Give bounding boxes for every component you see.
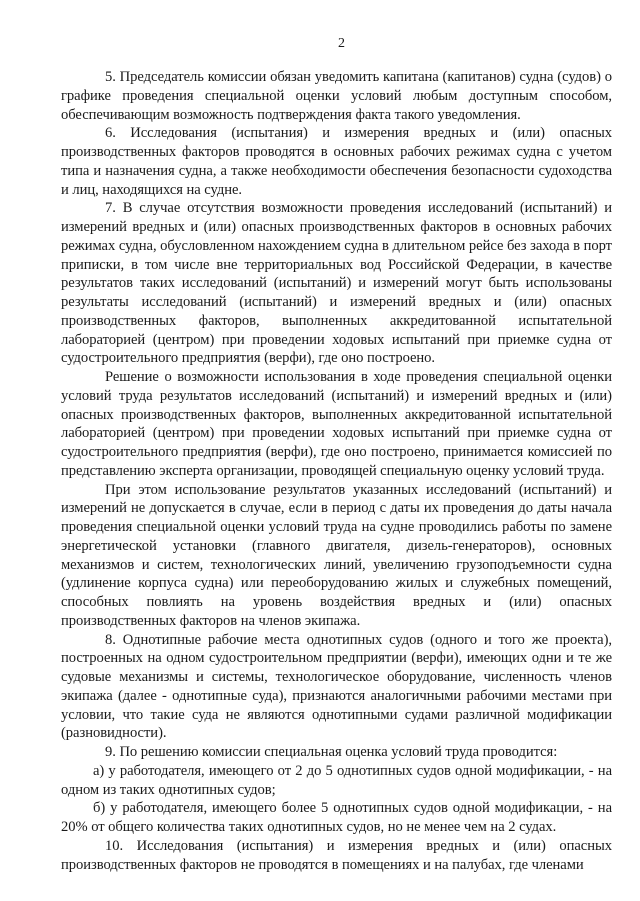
- paragraph-10-exclusions: 10. Исследования (испытания) и измерения вредных и (или) опасных производственных факторов не проводятся в помещениях и на палубах, где членами: [61, 837, 612, 873]
- page-number: 2: [338, 36, 345, 51]
- paragraph-restriction-on-use: При этом использование результатов указанных исследований (испытаний) и измерений не допускается в случае, если в период с даты их проведения до даты начала проведения специальной оценки условий труда на судне проводились работы по замене энергетической установки (главного двигателя, дизель-генераторов), основных механизмов и систем, технологических линий, увеличению грузоподъемности судна (удлинение корпуса судна) или переоборудованию жилых и служебных помещений, способных повлиять на уровень воздействия вредных и (или) опасных производственных факторов на членов экипажа.: [61, 481, 612, 629]
- paragraph-9a: а) у работодателя, имеющего от 2 до 5 однотипных судов одной модификации, - на одном из таких однотипных судов;: [61, 762, 612, 798]
- paragraph-9-commission-decision: 9. По решению комиссии специальная оценка условий труда проводится:: [105, 744, 558, 760]
- paragraph-7-long-voyage: 7. В случае отсутствия возможности проведения исследований (испытаний) и измерений вредных и (или) опасных производственных факторов в основных рабочих режимах судна, обусловленном нахождением судна в длительном рейсе без захода в порт приписки, в том числе вне территориальных вод Российской Федерации, в качестве результатов таких исследований (испытаний) и измерений могут быть использованы результаты исследований (испытаний) и измерений вредных и (или) опасных производственных факторов, выполненных аккредитованной испытательной лабораторией (центром) при проведении ходовых испытаний при приемке судна от судостроительного предприятия (верфи), где оно построено.: [61, 200, 612, 367]
- paragraph-9b: б) у работодателя, имеющего более 5 однотипных судов одной модификации, - на 20% от общего количества таких однотипных судов, но не менее чем на 2 судах.: [61, 800, 612, 835]
- paragraph-8-similar-ships: 8. Однотипные рабочие места однотипных судов (одного и того же проекта), построенных на одном судостроительном предприятии (верфи), имеющих одни и те же судовые механизмы и системы, технологическое оборудование, численность членов экипажа (далее - однотипные суда), признаются аналогичными рабочими местами при условии, что такие суда не являются однотипными судами различной модификации (разновидности).: [61, 631, 612, 742]
- paragraph-6-measurements-modes: 6. Исследования (испытания) и измерения вредных и (или) опасных производственных факторов проводятся в основных рабочих режимах судна с учетом типа и назначения судна, а также необходимости обеспечения безопасности судоходства и лиц, находящихся на судне.: [61, 125, 612, 198]
- paragraph-5-notify-captain: 5. Председатель комиссии обязан уведомить капитана (капитанов) судна (судов) о графике проведения специальной оценки условий любым доступным способом, обеспечивающим возможность подтверждения факта такого уведомления.: [61, 69, 612, 123]
- paragraph-decision-on-use: Решение о возможности использования в ходе проведения специальной оценки условий труда результатов исследований (испытаний) и измерений вредных и (или) опасных производственных факторов, выполненных аккредитованной испытательной лабораторией (центром) при проведении ходовых испытаний при приемке судна от судостроительного предприятия (верфи), где оно построено, принимается комиссией по представлению эксперта организации, проводящей специальную оценку условий труда.: [61, 369, 612, 479]
